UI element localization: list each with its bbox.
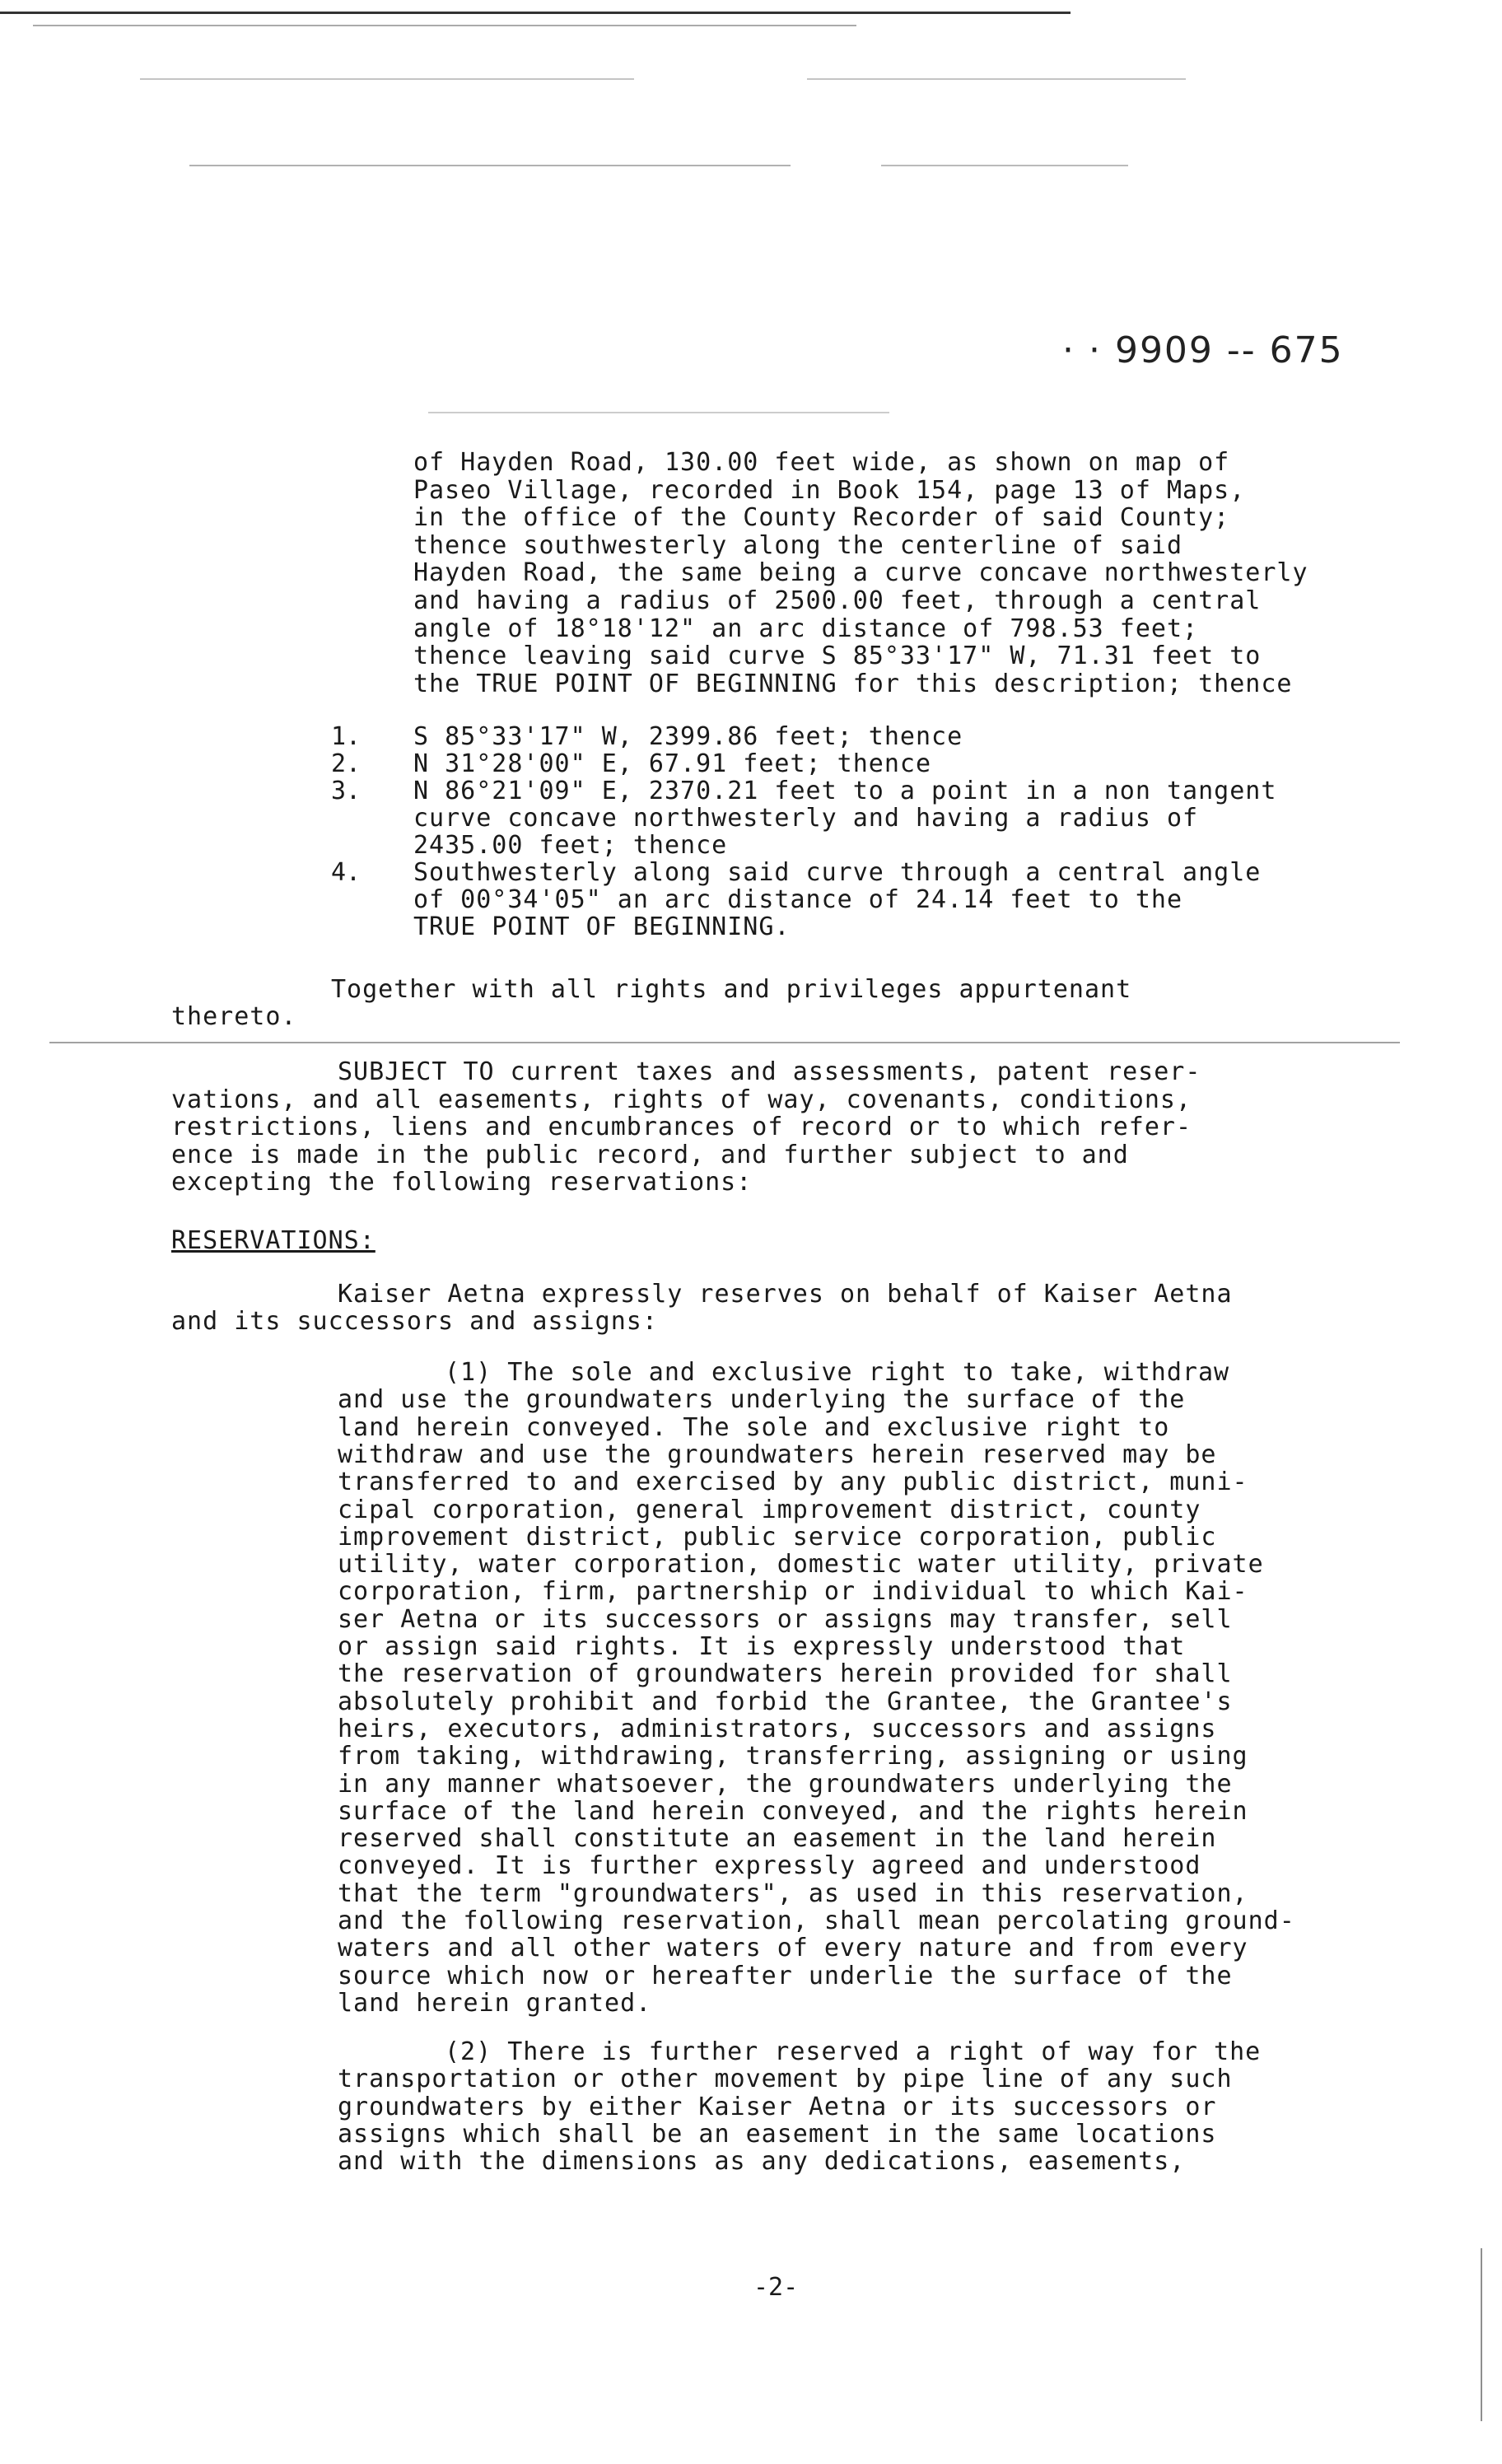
page-number: -2- bbox=[753, 2273, 799, 2302]
paragraph1-line: surface of the land herein conveyed, and the rights herein bbox=[338, 1796, 1248, 1826]
together-line-2: thereto. bbox=[171, 1002, 297, 1031]
intro-line: the TRUE POINT OF BEGINNING for this description; thence bbox=[413, 669, 1293, 698]
course-text-line: S 85°33'17" W, 2399.86 feet; thence bbox=[413, 722, 963, 751]
scan-noise bbox=[33, 25, 856, 26]
course-number: 2. bbox=[331, 749, 362, 778]
course-text-line: Southwesterly along said curve through a central angle bbox=[413, 858, 1262, 887]
paragraph1-line: and the following reservation, shall mean percolating ground- bbox=[338, 1906, 1295, 1935]
course-text-line: 2435.00 feet; thence bbox=[413, 831, 728, 860]
paragraph1-line: withdraw and use the groundwaters herein reserved may be bbox=[338, 1440, 1217, 1469]
paragraph1-line: reserved shall constitute an easement in the land herein bbox=[338, 1824, 1217, 1854]
course-number: 1. bbox=[331, 722, 362, 751]
paragraph2-line: assigns which shall be an easement in the same locations bbox=[338, 2119, 1217, 2149]
subject-line: vations, and all easements, rights of way, covenants, conditions, bbox=[171, 1085, 1192, 1114]
paragraph1-line: land herein conveyed. The sole and exclusive right to bbox=[338, 1412, 1170, 1442]
course-text-line: curve concave northwesterly and having a radius of bbox=[413, 804, 1199, 833]
paragraph1-line: and use the groundwaters underlying the surface of the bbox=[338, 1385, 1186, 1415]
reserves-intro-line-2: and its successors and assigns: bbox=[171, 1307, 658, 1336]
course-text-line: TRUE POINT OF BEGINNING. bbox=[413, 912, 791, 941]
course-text-line: N 86°21'09" E, 2370.21 feet to a point in a non tangent bbox=[413, 777, 1277, 805]
course-text-line: of 00°34'05" an arc distance of 24.14 feet to the bbox=[413, 885, 1183, 914]
together-line-1: Together with all rights and privileges appurtenant bbox=[331, 975, 1132, 1004]
reservations-heading: RESERVATIONS: bbox=[171, 1226, 376, 1255]
paragraph1-line: transferred to and exercised by any public district, muni- bbox=[338, 1468, 1248, 1497]
course-number: 3. bbox=[331, 777, 362, 805]
paragraph1-line: corporation, firm, partnership or individual to which Kai- bbox=[338, 1577, 1248, 1607]
paragraph1-line: from taking, withdrawing, transferring, assigning or using bbox=[338, 1742, 1248, 1771]
subject-line: excepting the following reservations: bbox=[171, 1168, 753, 1197]
scan-noise bbox=[189, 165, 791, 166]
paragraph1-line: waters and all other waters of every nature and from every bbox=[338, 1934, 1248, 1963]
paragraph1-line: absolutely prohibit and forbid the Grantee, the Grantee's bbox=[338, 1687, 1233, 1716]
paragraph1-line: conveyed. It is further expressly agreed and understood bbox=[338, 1851, 1201, 1881]
subject-line: ence is made in the public record, and further subject to and bbox=[171, 1140, 1129, 1169]
intro-line: thence southwesterly along the centerline of said bbox=[413, 530, 1183, 560]
intro-line: of Hayden Road, 130.00 feet wide, as shown on map of bbox=[413, 448, 1230, 477]
subject-line: restrictions, liens and encumbrances of record or to which refer- bbox=[171, 1113, 1192, 1142]
paragraph2-line: transportation or other movement by pipe line of any such bbox=[338, 2065, 1233, 2094]
scan-noise bbox=[807, 78, 1186, 80]
paragraph1-line: land herein granted. bbox=[338, 1988, 652, 2018]
scan-noise bbox=[428, 412, 889, 413]
paragraph1-line: cipal corporation, general improvement district, county bbox=[338, 1495, 1201, 1524]
reserves-intro-line-1: Kaiser Aetna expressly reserves on behalf of Kaiser Aetna bbox=[338, 1280, 1233, 1309]
paragraph1-line: the reservation of groundwaters herein provided for shall bbox=[338, 1659, 1233, 1689]
book-page-stamp: · · 9909 ‐‐ 675 bbox=[1062, 329, 1344, 371]
paragraph1-line: (1) The sole and exclusive right to take, withdraw bbox=[445, 1358, 1230, 1387]
paragraph1-line: in any manner whatsoever, the groundwaters underlying the bbox=[338, 1769, 1233, 1799]
paragraph1-line: that the term "groundwaters", as used in this reservation, bbox=[338, 1878, 1248, 1908]
paragraph1-line: heirs, executors, administrators, successors and assigns bbox=[338, 1714, 1217, 1743]
paragraph1-line: improvement district, public service corporation, public bbox=[338, 1522, 1217, 1552]
paragraph2-line: (2) There is further reserved a right of way for the bbox=[445, 2037, 1262, 2066]
divider-line bbox=[49, 1042, 1400, 1043]
intro-line: thence leaving said curve S 85°33'17" W, 71.31 feet to bbox=[413, 642, 1262, 671]
course-text-line: N 31°28'00" E, 67.91 feet; thence bbox=[413, 749, 932, 778]
paragraph1-line: utility, water corporation, domestic water utility, private bbox=[338, 1550, 1264, 1580]
scan-noise bbox=[140, 78, 634, 80]
paragraph1-line: or assign said rights. It is expressly understood that bbox=[338, 1632, 1186, 1661]
intro-line: Hayden Road, the same being a curve concave northwesterly bbox=[413, 558, 1308, 588]
intro-line: and having a radius of 2500.00 feet, through a central bbox=[413, 586, 1262, 615]
course-number: 4. bbox=[331, 858, 362, 887]
scan-scratch bbox=[1481, 2248, 1482, 2421]
paragraph2-line: groundwaters by either Kaiser Aetna or its successors or bbox=[338, 2092, 1217, 2121]
scan-noise bbox=[0, 12, 1071, 14]
intro-line: Paseo Village, recorded in Book 154, page 13 of Maps, bbox=[413, 475, 1246, 505]
scan-noise bbox=[881, 165, 1128, 166]
paragraph2-line: and with the dimensions as any dedications, easements, bbox=[338, 2147, 1186, 2177]
paragraph1-line: ser Aetna or its successors or assigns may transfer, sell bbox=[338, 1604, 1233, 1634]
intro-line: angle of 18°18'12" an arc distance of 798.53 feet; bbox=[413, 614, 1199, 643]
intro-line: in the office of the County Recorder of said County; bbox=[413, 503, 1230, 533]
paragraph1-line: source which now or hereafter underlie the surface of the bbox=[338, 1961, 1233, 1990]
subject-line: SUBJECT TO current taxes and assessments, patent reser- bbox=[338, 1057, 1201, 1086]
